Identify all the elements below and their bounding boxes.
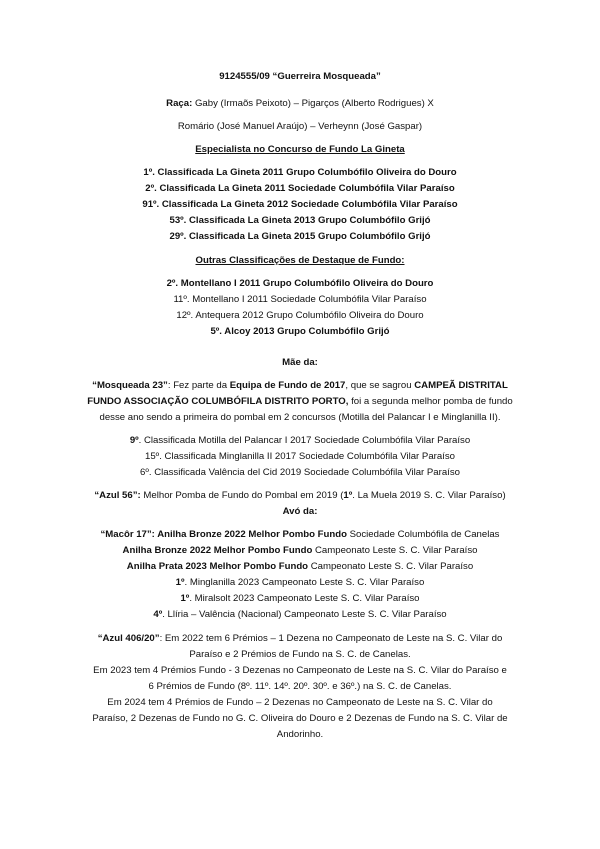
especialista-heading: Especialista no Concurso de Fundo La Gineta [195,144,405,155]
azul406-line-1: “Azul 406/20”: Em 2022 tem 6 Prémios – 1 Dezena no Campeonato de Leste na S. C. Vilar do [97,633,503,644]
outras-item: 11º. Montellano I 2011 Sociedade Columbófila Vilar Paraíso [173,294,427,305]
outras-item: 5º. Alcoy 2013 Grupo Columbófilo Grijó [210,326,390,337]
avo-line: Anilha Prata 2023 Melhor Pombo Fundo Campeonato Leste S. C. Vilar Paraíso [126,561,474,572]
mae-classificacao: 6º. Classificada Valência del Cid 2019 Sociedade Columbófila Vilar Paraíso [140,467,460,478]
azul406-line-3: Em 2023 tem 4 Prémios Fundo - 3 Dezenas no Campeonato de Leste na S. C. Vilar do Paraíso e [93,665,507,676]
raca-line-2: Romário (José Manuel Araújo) – Verheynn (José Gaspar) [177,121,423,132]
avo-line: 1º. Minglanilla 2023 Campeonato Leste S. C. Vilar Paraíso [175,577,425,588]
azul406-line-6: Paraíso, 2 Dezenas de Fundo no G. C. Oliveira do Douro e 2 Dezenas de Fundo na S. C. Vilar de [92,713,508,724]
avo-line: 1º. Miralsolt 2023 Campeonato Leste S. C. Vilar Paraíso [180,593,420,604]
especialista-item: 2º. Classificada La Gineta 2011 Sociedade Columbófila Vilar Paraíso [145,183,455,194]
mae-paragraph-line-1: “Mosqueada 23”: Fez parte da Equipa de Fundo de 2017, que se sagrou CAMPEÃ DISTRITAL [92,380,508,391]
raca-line-1: Raça: Gaby (Irmaõs Peixoto) – Pigarços (Alberto Rodrigues) X [166,98,434,109]
outras-heading: Outras Classificações de Destaque de Fundo: [195,255,405,266]
especialista-item: 53º. Classificada La Gineta 2013 Grupo Columbófilo Grijó [169,215,431,226]
outras-item: 12º. Antequera 2012 Grupo Columbófilo Oliveira do Douro [176,310,424,321]
mae-paragraph-line-2: FUNDO ASSOCIAÇÃO COLUMBÓFILA DISTRITO PORTO, foi a segunda melhor pomba de fundo [87,396,513,407]
azul406-line-7: Andorinho. [276,729,324,740]
azul406-line-4: 6 Prémios de Fundo (8º. 11º. 14º. 20º. 30º. e 36º.) na S. C. de Canelas. [148,681,452,692]
azul406-line-5: Em 2024 tem 4 Prémios de Fundo – 2 Dezenas no Campeonato de Leste na S. C. Vilar do [107,697,493,708]
mae-heading: Mãe da: [282,357,318,368]
mae-classificacao: 9º. Classificada Motilla del Palancar I 2017 Sociedade Columbófila Vilar Paraíso [129,435,471,446]
mae-classificacao: 15º. Classificada Minglanilla II 2017 Sociedade Columbófila Vilar Paraíso [145,451,455,462]
avo-line: “Macôr 17”: Anilha Bronze 2022 Melhor Pombo Fundo Sociedade Columbófila de Canelas [100,529,500,540]
avo-heading: Avó da: [282,506,318,517]
avo-line: 4º. Llíria – Valência (Nacional) Campeonato Leste S. C. Vilar Paraíso [153,609,447,620]
especialista-item: 29º. Classificada La Gineta 2015 Grupo Columbófilo Grijó [169,231,431,242]
pigeon-title: 9124555/09 “Guerreira Mosqueada” [219,71,381,82]
azul56-line: “Azul 56”: Melhor Pomba de Fundo do Pombal em 2019 (1º. La Muela 2019 S. C. Vilar Paraíso) [94,490,506,501]
mae-paragraph-line-3: desse ano sendo a primeira do pombal em 2 concursos (Motilla del Palancar I e Minglanilla II). [99,412,501,423]
especialista-item: 91º. Classificada La Gineta 2012 Sociedade Columbófila Vilar Paraíso [142,199,458,210]
avo-line: Anilha Bronze 2022 Melhor Pombo Fundo Campeonato Leste S. C. Vilar Paraíso [122,545,478,556]
outras-item: 2º. Montellano I 2011 Grupo Columbófilo Oliveira do Douro [166,278,434,289]
especialista-item: 1º. Classificada La Gineta 2011 Grupo Columbófilo Oliveira do Douro [143,167,457,178]
azul406-line-2: Paraíso e 2 Prémios de Fundo na S. C. de Canelas. [189,649,411,660]
